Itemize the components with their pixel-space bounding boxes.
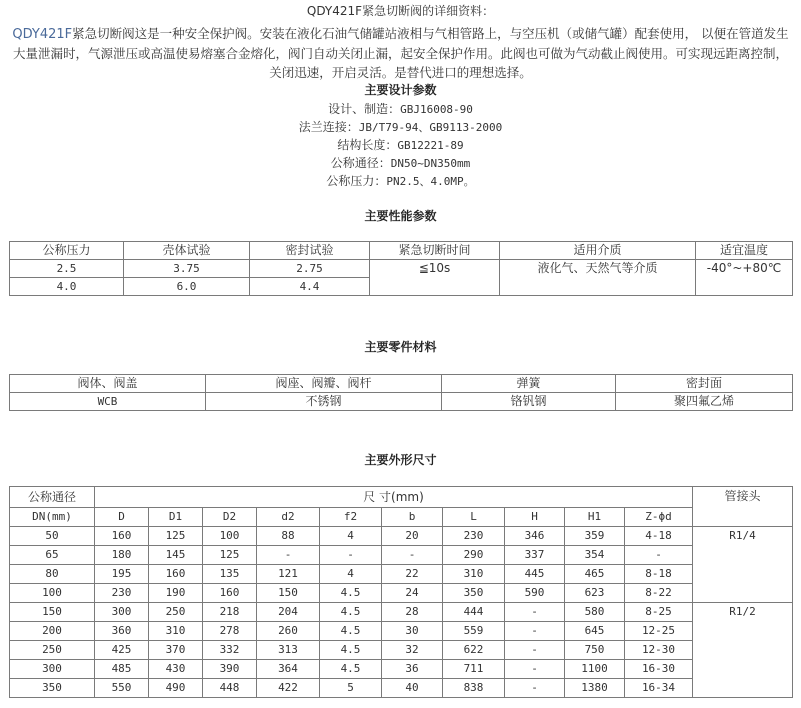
table-cell: 36 bbox=[382, 660, 443, 679]
table-cell: 310 bbox=[443, 565, 505, 584]
header-cell: 壳体试验 bbox=[124, 242, 250, 260]
column-header: f2 bbox=[320, 508, 382, 527]
header-cell: 密封试验 bbox=[250, 242, 370, 260]
table-row bbox=[10, 260, 793, 278]
table-cell: 346 bbox=[505, 527, 565, 546]
table-row bbox=[10, 603, 793, 622]
column-header: D bbox=[95, 508, 149, 527]
table-cell: 300 bbox=[95, 603, 149, 622]
header-cell: 阀座、阀瓣、阀杆 bbox=[206, 375, 442, 393]
table-row bbox=[10, 393, 793, 411]
table-cell: 360 bbox=[95, 622, 149, 641]
table-row bbox=[10, 584, 793, 603]
table-row bbox=[10, 242, 793, 260]
dn-unit-header: DN(mm) bbox=[10, 508, 95, 527]
column-header: H1 bbox=[565, 508, 625, 527]
table-cell: 8-25 bbox=[625, 603, 693, 622]
table-cell: 28 bbox=[382, 603, 443, 622]
table-cell: 300 bbox=[10, 660, 95, 679]
table-cell: 1380 bbox=[565, 679, 625, 698]
header-cell: 弹簧 bbox=[442, 375, 616, 393]
table-cell: 50 bbox=[10, 527, 95, 546]
table-cell: - bbox=[625, 546, 693, 565]
column-header: b bbox=[382, 508, 443, 527]
spec-line-flange: 法兰连接：JB/T79-94、GB9113-2000 bbox=[298, 120, 503, 134]
parts-title: 主要零件材料 bbox=[364, 340, 437, 354]
parts-table bbox=[9, 374, 793, 411]
table-cell: 24 bbox=[382, 584, 443, 603]
table-cell: - bbox=[505, 679, 565, 698]
table-cell: - bbox=[382, 546, 443, 565]
table-cell: 4.5 bbox=[320, 603, 382, 622]
table-cell: 195 bbox=[95, 565, 149, 584]
table-cell: 16-34 bbox=[625, 679, 693, 698]
temperature-cell: -40°~+80℃ bbox=[696, 260, 793, 296]
table-cell: - bbox=[505, 641, 565, 660]
table-cell: 711 bbox=[443, 660, 505, 679]
table-cell: 32 bbox=[382, 641, 443, 660]
table-cell: 4.5 bbox=[320, 622, 382, 641]
table-cell: 230 bbox=[443, 527, 505, 546]
table-cell: - bbox=[505, 660, 565, 679]
table-cell: 65 bbox=[10, 546, 95, 565]
table-cell: 370 bbox=[149, 641, 203, 660]
table-cell: 4 bbox=[320, 565, 382, 584]
dimensions-table bbox=[9, 486, 793, 698]
table-cell: 490 bbox=[149, 679, 203, 698]
table-row bbox=[10, 527, 793, 546]
table-cell: 359 bbox=[565, 527, 625, 546]
table-row bbox=[10, 546, 793, 565]
table-cell: 150 bbox=[257, 584, 320, 603]
table-cell: 8-18 bbox=[625, 565, 693, 584]
table-cell: 4.5 bbox=[320, 584, 382, 603]
table-cell: 4.5 bbox=[320, 641, 382, 660]
table-cell: 150 bbox=[10, 603, 95, 622]
table-cell: 332 bbox=[203, 641, 257, 660]
performance-table bbox=[9, 241, 793, 296]
header-cell: 阀体、阀盖 bbox=[10, 375, 206, 393]
page-heading: QDY421F紧急切断阀的详细资料： bbox=[306, 4, 495, 18]
header-cell: 公称压力 bbox=[10, 242, 124, 260]
table-cell: 445 bbox=[505, 565, 565, 584]
table-cell: 485 bbox=[95, 660, 149, 679]
connector-header: 管接头 bbox=[693, 487, 793, 527]
table-cell: 425 bbox=[95, 641, 149, 660]
table-cell: 422 bbox=[257, 679, 320, 698]
table-cell: 350 bbox=[443, 584, 505, 603]
table-cell: 4.0 bbox=[10, 278, 124, 296]
table-cell: 310 bbox=[149, 622, 203, 641]
table-cell: 448 bbox=[203, 679, 257, 698]
table-cell: 20 bbox=[382, 527, 443, 546]
performance-title: 主要性能参数 bbox=[364, 209, 437, 223]
column-header: D2 bbox=[203, 508, 257, 527]
spec-line-pressure: 公称压力：PN2.5、4.0MP。 bbox=[326, 174, 475, 188]
table-cell: 铬钒钢 bbox=[442, 393, 616, 411]
table-cell: 100 bbox=[203, 527, 257, 546]
table-row bbox=[10, 622, 793, 641]
table-cell: 160 bbox=[149, 565, 203, 584]
table-cell: 623 bbox=[565, 584, 625, 603]
header-cell: 紧急切断时间 bbox=[370, 242, 500, 260]
dimensions-body bbox=[10, 527, 793, 698]
table-cell: 1100 bbox=[565, 660, 625, 679]
table-cell: 125 bbox=[203, 546, 257, 565]
intro-text: 紧急切断阀这是一种安全保护阀。安装在液化石油气储罐站液相与气相管路上，与空压机（或储气罐）配套使用， 以便在管道发生大量泄漏时，气源泄压或高温使易熔塞合金熔化，阀门自动关闭止漏，起安全保护作用。此阀也可做为气动截止阀使用。可实现远距离控制，关闭迅速，开启灵活。是替代进口的理想选择。 bbox=[12, 26, 789, 80]
table-cell: 622 bbox=[443, 641, 505, 660]
table-row bbox=[10, 565, 793, 584]
table-cell: 313 bbox=[257, 641, 320, 660]
table-cell: 4 bbox=[320, 527, 382, 546]
table-row bbox=[10, 641, 793, 660]
table-cell: - bbox=[320, 546, 382, 565]
table-cell: 354 bbox=[565, 546, 625, 565]
table-cell: 180 bbox=[95, 546, 149, 565]
table-cell: 30 bbox=[382, 622, 443, 641]
table-cell: 260 bbox=[257, 622, 320, 641]
table-cell: 4.5 bbox=[320, 660, 382, 679]
table-cell: 350 bbox=[10, 679, 95, 698]
table-cell: 12-30 bbox=[625, 641, 693, 660]
table-cell: 250 bbox=[10, 641, 95, 660]
table-cell: 12-25 bbox=[625, 622, 693, 641]
table-cell: 100 bbox=[10, 584, 95, 603]
table-cell: 8-22 bbox=[625, 584, 693, 603]
table-cell: 16-30 bbox=[625, 660, 693, 679]
header-cell: 适用介质 bbox=[500, 242, 696, 260]
column-header: D1 bbox=[149, 508, 203, 527]
table-cell: 125 bbox=[149, 527, 203, 546]
table-cell: 40 bbox=[382, 679, 443, 698]
table-cell: 5 bbox=[320, 679, 382, 698]
table-cell: 430 bbox=[149, 660, 203, 679]
table-cell: 645 bbox=[565, 622, 625, 641]
shutoff-time-cell: ≦10s bbox=[370, 260, 500, 296]
table-row bbox=[10, 487, 793, 508]
table-row bbox=[10, 508, 793, 527]
spec-line-length: 结构长度：GB12221-89 bbox=[337, 138, 464, 152]
dimensions-title: 主要外形尺寸 bbox=[364, 453, 437, 467]
table-cell: 550 bbox=[95, 679, 149, 698]
table-cell: 聚四氟乙烯 bbox=[616, 393, 793, 411]
table-cell: 337 bbox=[505, 546, 565, 565]
table-cell: 不锈钢 bbox=[206, 393, 442, 411]
table-cell: 364 bbox=[257, 660, 320, 679]
table-row bbox=[10, 375, 793, 393]
connector-cell: R1/2 bbox=[693, 603, 793, 698]
table-cell: 590 bbox=[505, 584, 565, 603]
table-cell: 80 bbox=[10, 565, 95, 584]
header-cell: 适宜温度 bbox=[696, 242, 793, 260]
intro-paragraph bbox=[8, 24, 793, 82]
table-cell: 200 bbox=[10, 622, 95, 641]
table-cell: 4.4 bbox=[250, 278, 370, 296]
table-cell: 190 bbox=[149, 584, 203, 603]
table-cell: 444 bbox=[443, 603, 505, 622]
table-cell: 250 bbox=[149, 603, 203, 622]
table-cell: 2.75 bbox=[250, 260, 370, 278]
model-name: QDY421F bbox=[12, 27, 73, 42]
connector-cell: R1/4 bbox=[693, 527, 793, 603]
header-cell: 密封面 bbox=[616, 375, 793, 393]
column-header: Z-ϕd bbox=[625, 508, 693, 527]
table-cell: 160 bbox=[95, 527, 149, 546]
table-cell: 22 bbox=[382, 565, 443, 584]
column-header: L bbox=[443, 508, 505, 527]
table-cell: WCB bbox=[10, 393, 206, 411]
size-header: 尺 寸(mm) bbox=[95, 487, 693, 508]
spec-line-design: 设计、制造：GBJ16008-90 bbox=[328, 102, 473, 116]
table-cell: - bbox=[257, 546, 320, 565]
table-cell: 2.5 bbox=[10, 260, 124, 278]
table-cell: 88 bbox=[257, 527, 320, 546]
table-cell: 4-18 bbox=[625, 527, 693, 546]
table-cell: 121 bbox=[257, 565, 320, 584]
table-cell: - bbox=[505, 622, 565, 641]
table-cell: 580 bbox=[565, 603, 625, 622]
table-cell: 278 bbox=[203, 622, 257, 641]
table-cell: 838 bbox=[443, 679, 505, 698]
table-cell: 135 bbox=[203, 565, 257, 584]
table-cell: 160 bbox=[203, 584, 257, 603]
table-cell: 3.75 bbox=[124, 260, 250, 278]
table-cell: 218 bbox=[203, 603, 257, 622]
dn-header: 公称通径 bbox=[10, 487, 95, 508]
table-cell: 6.0 bbox=[124, 278, 250, 296]
table-cell: - bbox=[505, 603, 565, 622]
column-header: d2 bbox=[257, 508, 320, 527]
table-row bbox=[10, 679, 793, 698]
design-params-title: 主要设计参数 bbox=[364, 83, 437, 97]
table-cell: 750 bbox=[565, 641, 625, 660]
table-cell: 145 bbox=[149, 546, 203, 565]
table-cell: 465 bbox=[565, 565, 625, 584]
table-cell: 230 bbox=[95, 584, 149, 603]
table-cell: 204 bbox=[257, 603, 320, 622]
table-row bbox=[10, 660, 793, 679]
table-cell: 290 bbox=[443, 546, 505, 565]
spec-line-diameter: 公称通径：DN50~DN350mm bbox=[330, 156, 471, 170]
medium-cell: 液化气、天然气等介质 bbox=[500, 260, 696, 296]
table-cell: 559 bbox=[443, 622, 505, 641]
column-header: H bbox=[505, 508, 565, 527]
table-cell: 390 bbox=[203, 660, 257, 679]
